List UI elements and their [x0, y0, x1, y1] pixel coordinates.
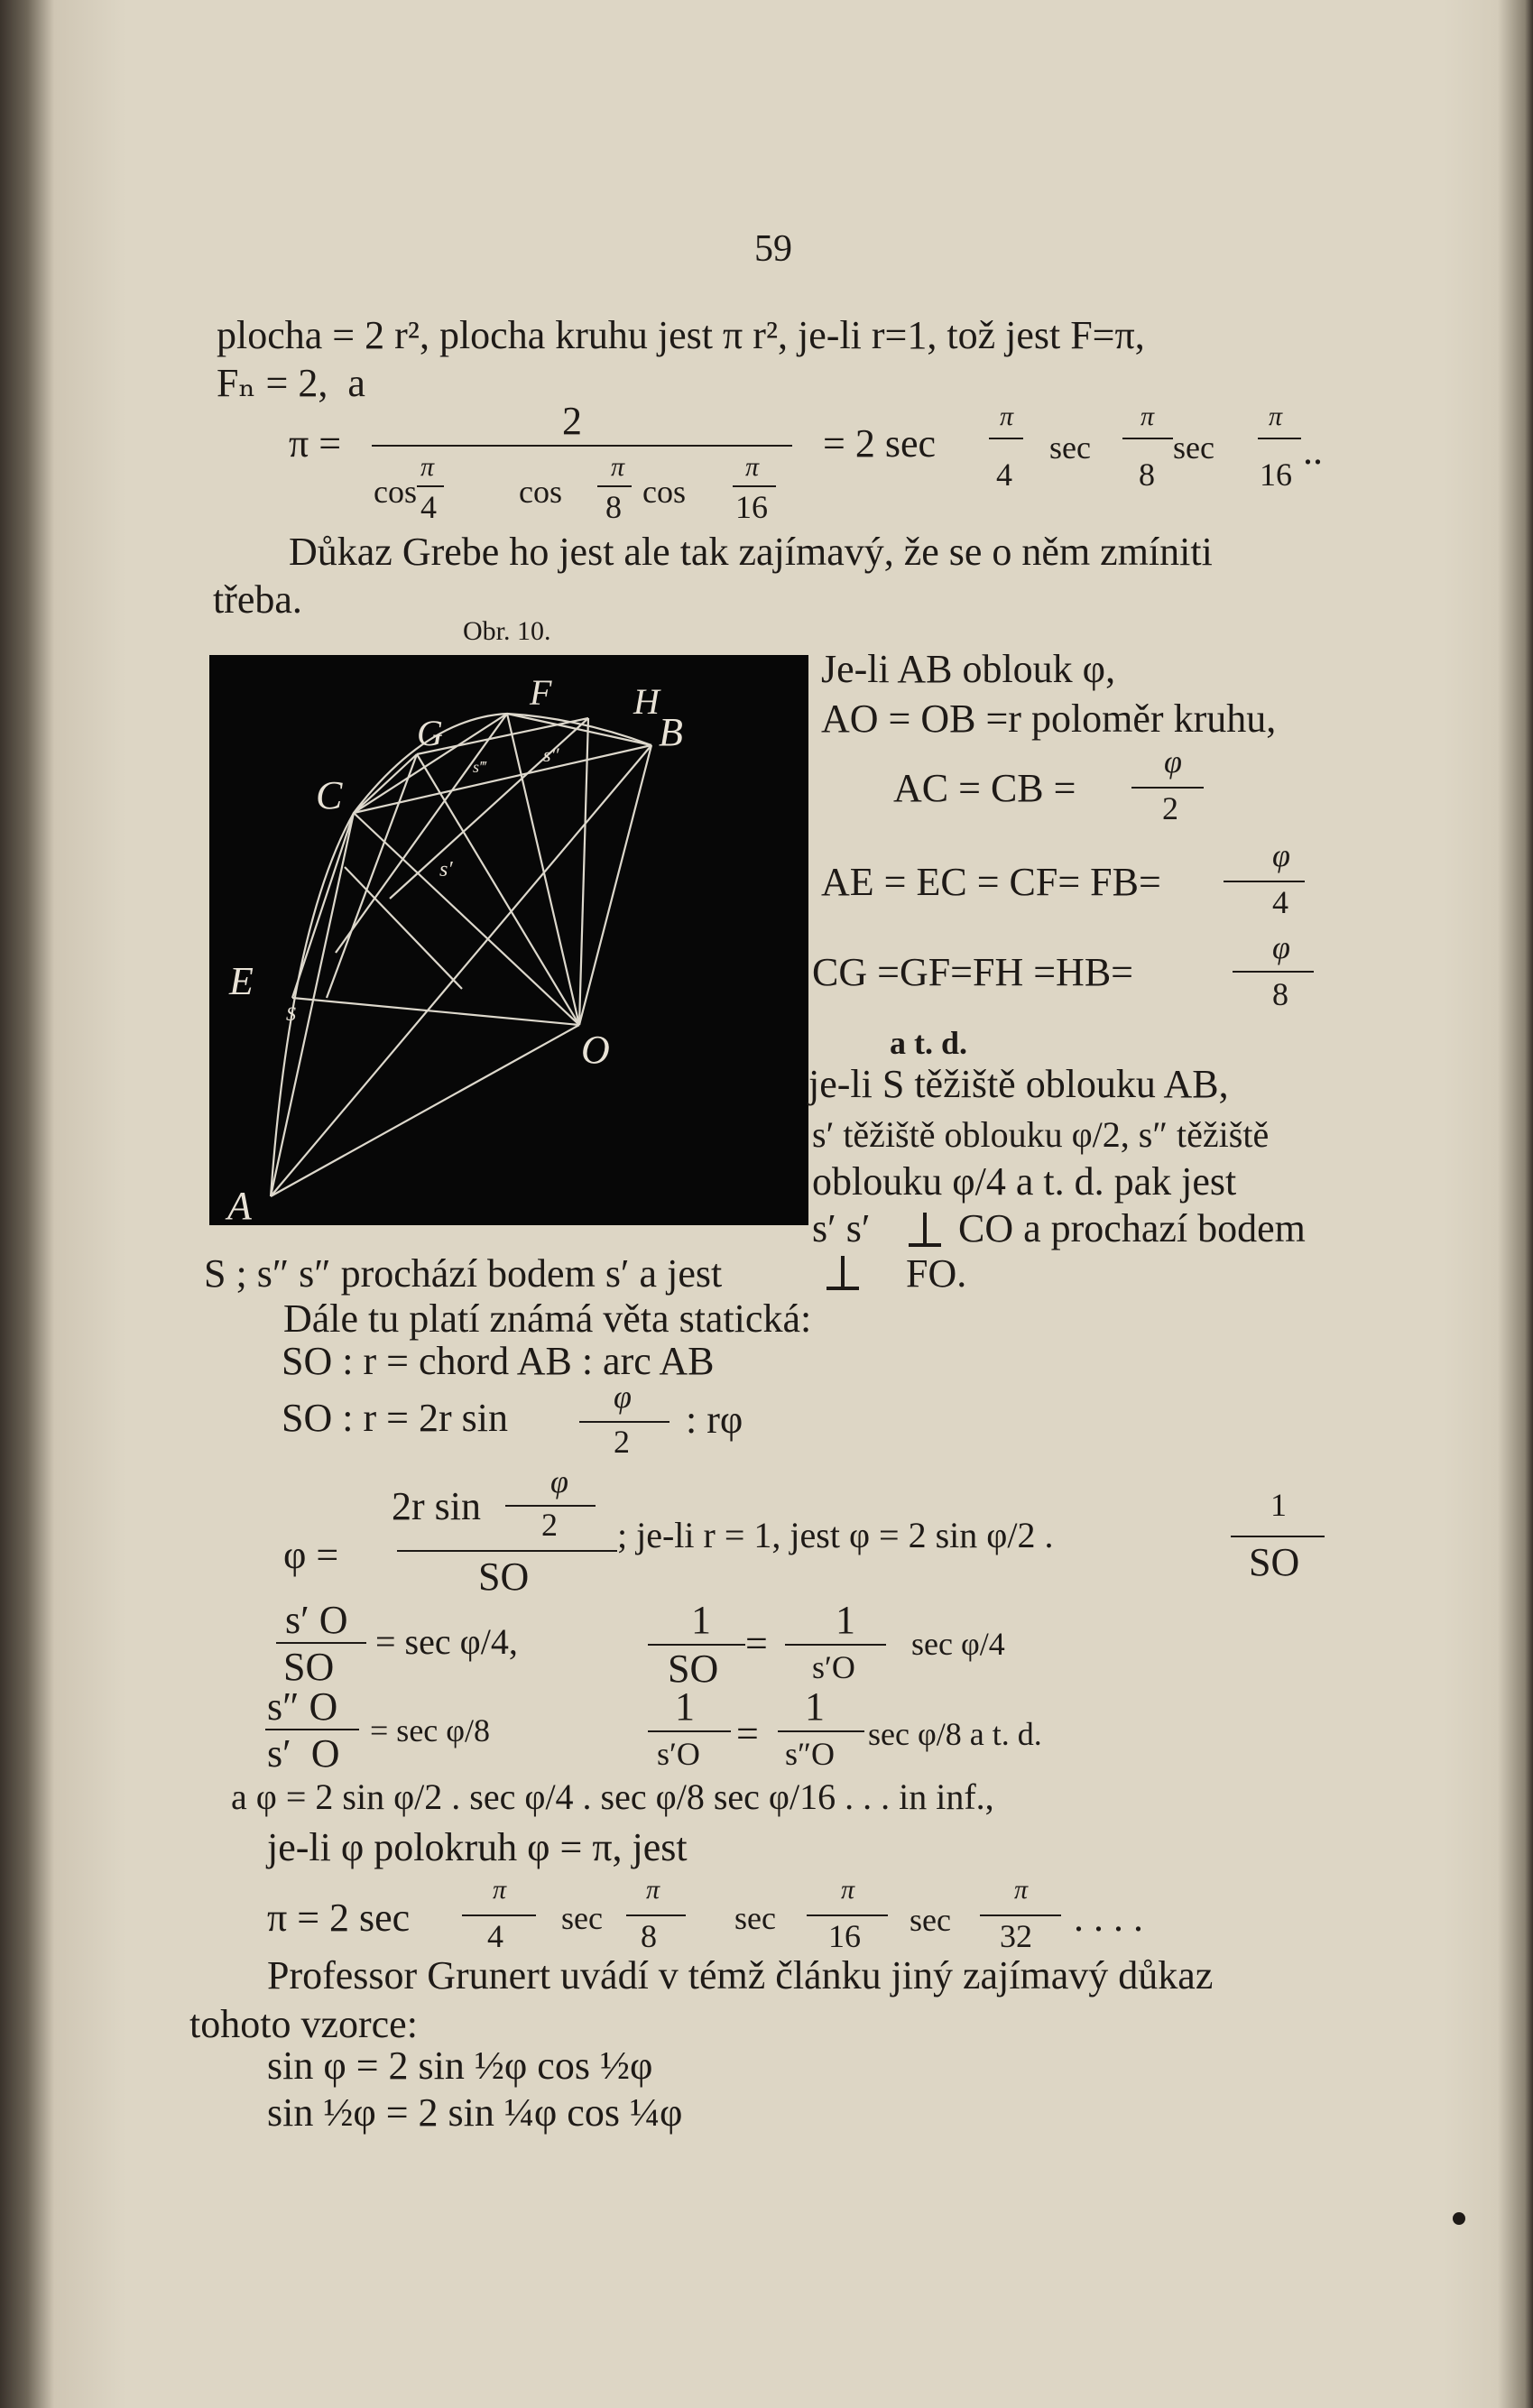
pi2-sec-1: sec: [561, 1900, 603, 1936]
den-cos-1: cos: [374, 474, 417, 510]
s1-num: s′ O: [285, 1598, 348, 1642]
phi-num-1: φ: [1164, 743, 1182, 780]
pi2-sec-3: sec: [910, 1902, 951, 1938]
frac-bar-small: [1122, 438, 1173, 439]
pi2-pi-1: π: [493, 1875, 507, 1905]
right-atd: a t. d.: [890, 1025, 968, 1061]
geometry-figure: [209, 655, 808, 1225]
fraction-bar: [276, 1642, 366, 1644]
den-4-a: 4: [1272, 884, 1288, 920]
frac-bar-small: [807, 1914, 888, 1916]
den-8: 8: [605, 489, 622, 525]
line-so-chord: SO : r = chord AB : arc AB: [282, 1339, 715, 1383]
one-num-a: 1: [1270, 1487, 1287, 1523]
pi2-pi-3: π: [841, 1875, 855, 1905]
right-line-4: AE = EC = CF= FB=: [821, 860, 1161, 904]
rhs-8: 8: [1139, 457, 1155, 493]
label-s-prime: s′: [439, 858, 453, 881]
frac-bar-small: [980, 1914, 1061, 1916]
phi-num-5: φ: [550, 1463, 568, 1499]
one-num-b: 1: [691, 1598, 711, 1642]
den-pi-2: π: [611, 452, 625, 482]
label-g: G: [417, 713, 443, 753]
phi-num-3: φ: [1272, 929, 1290, 965]
formula-pi-lhs: π =: [289, 421, 342, 466]
frac-bar-small: [989, 438, 1023, 439]
fraction-bar: [785, 1644, 886, 1646]
s1b-rhs: sec φ/4: [911, 1626, 1005, 1662]
rhs-pi-1: π: [1000, 401, 1014, 431]
pi2-pi-2: π: [646, 1875, 660, 1905]
phi-num-4: φ: [614, 1379, 632, 1415]
fraction-bar: [265, 1729, 359, 1730]
line-ao: [271, 1025, 579, 1196]
frac-bar-small: [1233, 971, 1314, 973]
label-s-double: s″: [543, 743, 559, 766]
s2b-den1: s′O: [657, 1736, 700, 1772]
right-line-6: je-li S těžiště oblouku AB,: [808, 1062, 1229, 1106]
label-f: F: [530, 672, 552, 713]
frac-bar-small: [597, 485, 632, 487]
line-plocha: plocha = 2 r², plocha kruhu jest π r², je-li r=1, tož jest F=π,: [217, 313, 1145, 357]
pi2-sec-2: sec: [734, 1900, 776, 1936]
formula-rhs: = 2 sec: [823, 421, 936, 466]
den-pi-3: π: [745, 452, 760, 482]
line-fn: Fₙ = 2, a: [217, 361, 365, 405]
line-dale: Dále tu platí známá věta statická:: [283, 1296, 812, 1341]
chord-ec: [292, 813, 354, 998]
line-so-sin: SO : r = 2r sin: [282, 1396, 508, 1440]
den-2-b: 2: [614, 1424, 630, 1460]
rhs-sec-1: sec: [1049, 429, 1091, 466]
line-dukaz: Důkaz Grebe ho jest ale tak zajímavý, že se o něm zmíniti: [289, 530, 1213, 574]
perpendicular-symbol: [905, 1209, 945, 1249]
s1b-den2: s′O: [812, 1649, 855, 1685]
right-line-5: CG =GF=FH =HB=: [812, 950, 1133, 994]
right-line-8: oblouku φ/4 a t. d. pak jest: [812, 1159, 1237, 1204]
chord-cg: [354, 754, 417, 813]
den-8-a: 8: [1272, 976, 1288, 1012]
label-c: C: [316, 773, 343, 817]
pi2-32: 32: [1000, 1918, 1032, 1954]
pi2-dots: . . . .: [1074, 1896, 1143, 1940]
equals-a: =: [745, 1621, 768, 1665]
frac-bar-small: [1224, 881, 1305, 882]
fraction-bar: [1231, 1536, 1325, 1537]
label-s-triple: s‴: [473, 758, 486, 776]
line-so-rphi: : rφ: [686, 1398, 743, 1442]
frac-bar-small: [417, 485, 444, 487]
ink-dot: [1453, 2212, 1465, 2225]
formula-numerator: 2: [562, 399, 582, 443]
so-den-a: SO: [1249, 1540, 1300, 1584]
chord-fb: [507, 714, 651, 745]
label-s: S: [286, 1002, 296, 1025]
page-number: 59: [754, 228, 792, 270]
s2-num: s″ O: [267, 1684, 338, 1729]
pi2-4: 4: [487, 1918, 503, 1954]
s2b-rhs: sec φ/8 a t. d.: [868, 1716, 1042, 1752]
pi2-8: 8: [641, 1918, 657, 1954]
one-num-d: 1: [675, 1684, 695, 1729]
den-4: 4: [420, 489, 437, 525]
frac-bar-small: [462, 1914, 536, 1916]
fraction-bar: [397, 1550, 617, 1552]
line-fo: FO.: [906, 1251, 967, 1296]
phi-num-2: φ: [1272, 837, 1290, 873]
line-s-prochazi: S ; s″ s″ prochází bodem s′ a jest: [204, 1251, 723, 1296]
label-o: O: [581, 1028, 610, 1072]
one-num-c: 1: [836, 1598, 855, 1642]
s1-den: SO: [283, 1645, 335, 1689]
label-b: B: [659, 710, 683, 754]
so-denominator: SO: [478, 1555, 530, 1599]
line-treba: třeba.: [213, 577, 302, 622]
line-ho: [579, 718, 588, 1025]
rhs-4: 4: [996, 457, 1012, 493]
figure-svg: [209, 655, 808, 1225]
right-line-9b: CO a prochazí bodem: [958, 1206, 1306, 1250]
den-2-c: 2: [541, 1507, 558, 1543]
frac-bar-small: [733, 485, 776, 487]
right-line-3: AC = CB =: [893, 766, 1076, 810]
line-sin-2: sin ½φ = 2 sin ¼φ cos ¼φ: [267, 2090, 683, 2135]
den-cos-3: cos: [642, 474, 686, 510]
den-2-a: 2: [1162, 790, 1178, 826]
line-a-phi: a φ = 2 sin φ/2 . sec φ/4 . sec φ/8 sec φ/16 . . . in inf.,: [231, 1776, 994, 1817]
pi2-lhs: π = 2 sec: [267, 1896, 411, 1940]
frac-bar-small: [1131, 787, 1204, 789]
line-jeli-phi: je-li φ polokruh φ = π, jest: [267, 1825, 688, 1869]
line-tohoto: tohoto vzorce:: [189, 2002, 418, 2046]
one-num-e: 1: [805, 1684, 825, 1729]
phi-simplify: ; je-li r = 1, jest φ = 2 sin φ/2 .: [617, 1515, 1054, 1555]
rhs-pi-2: π: [1141, 401, 1155, 431]
label-a: A: [227, 1184, 252, 1225]
figure-caption: Obr. 10.: [463, 616, 551, 646]
line-professor: Professor Grunert uvádí v témž článku jiný zajímavý důkaz: [267, 1953, 1214, 1997]
frac-bar-small: [579, 1421, 670, 1423]
fraction-bar: [778, 1730, 864, 1732]
rhs-pi-3: π: [1269, 401, 1283, 431]
line-sin-1: sin φ = 2 sin ½φ cos ½φ: [267, 2044, 653, 2088]
s2-den: s′ O: [267, 1731, 340, 1776]
den-pi-1: π: [420, 452, 435, 482]
rhs-dots: ..: [1303, 429, 1323, 473]
s2-rhs: = sec φ/8: [370, 1712, 491, 1748]
equals-b: =: [736, 1711, 759, 1756]
label-e: E: [229, 959, 254, 1003]
pi2-16: 16: [828, 1918, 861, 1954]
line-go: [417, 754, 579, 1025]
right-line-1: Je-li AB oblouk φ,: [821, 647, 1116, 691]
frac-bar-small: [626, 1914, 686, 1916]
line-co: [354, 813, 579, 1025]
rhs-sec-2: sec: [1173, 429, 1214, 466]
right-line-2: AO = OB =r poloměr kruhu,: [821, 697, 1277, 741]
den-16: 16: [735, 489, 768, 525]
label-h: H: [633, 681, 660, 722]
frac-bar-small: [1258, 438, 1301, 439]
den-cos-2: cos: [519, 474, 562, 510]
rhs-16: 16: [1260, 457, 1292, 493]
so-den-b: SO: [668, 1647, 719, 1691]
right-line-9a: s′ s′: [812, 1206, 871, 1250]
chord-ac: [271, 813, 354, 1196]
fraction-bar: [648, 1644, 745, 1646]
phi-lhs: φ =: [283, 1533, 339, 1577]
pi2-pi-4: π: [1014, 1875, 1029, 1905]
two-r-sin: 2r sin: [392, 1484, 481, 1528]
fraction-bar: [648, 1730, 731, 1732]
right-line-7: s′ těžiště oblouku φ/2, s″ těžiště: [812, 1114, 1270, 1155]
perpendicular-symbol: [823, 1252, 863, 1292]
s2b-den2: s″O: [785, 1736, 836, 1772]
s1-rhs: = sec φ/4,: [375, 1621, 518, 1662]
fraction-bar: [372, 445, 792, 447]
